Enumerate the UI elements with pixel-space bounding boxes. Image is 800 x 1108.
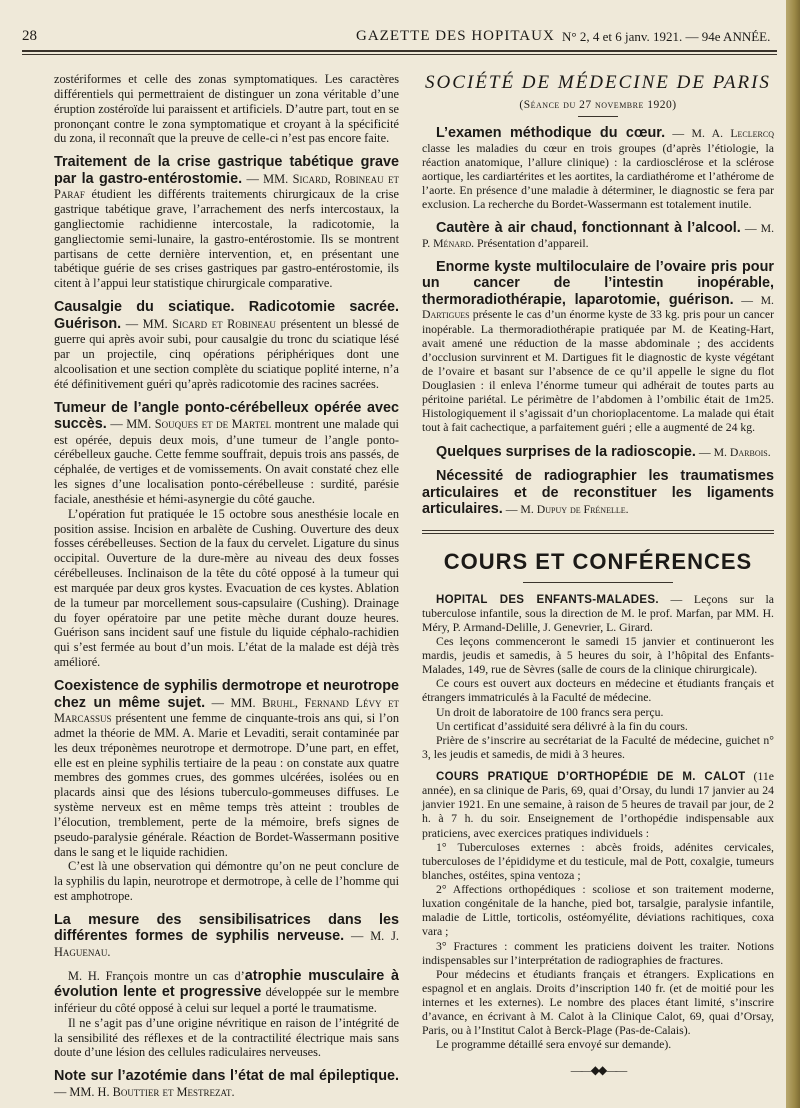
section-rule: [578, 116, 618, 117]
section-double-rule: [422, 530, 774, 534]
article-body: Présentation d’appareil.: [474, 236, 589, 250]
article-cautere: [422, 220, 774, 251]
society-title: SOCIÉTÉ DE MÉDECINE DE PARIS: [425, 72, 771, 93]
article-heading: La mesure des sensibilisatrices dans les différentes formes de syphilis nerveuse.: [54, 911, 399, 945]
article-heading: Traitement de la crise gastrique tabétique grave par la gastro-entérostomie.: [54, 154, 399, 187]
course-list-item: 1° Tuberculoses externes : abcès froids, adénites cervicales, tuberculoses de l’épididyme et du testicule, mal de Pott, coxalgie, tumeurs blanches, ostéites, spina ventoza ;: [422, 840, 774, 882]
article-authors: — M. Dartigues: [422, 293, 774, 322]
page-header: [22, 26, 777, 48]
journal-title: GAZETTE DES HOPITAUX: [356, 28, 555, 44]
article-paragraph: C’est là une observation qui démontre qu’on ne peut conclure de la syphilis du lapin, neurotrope et dermotrope, à celle de l’homme qui est amphotrope.: [54, 859, 399, 904]
cours-conferences-title: COURS ET CONFÉRENCES: [443, 548, 753, 574]
course-body: (11e année), en sa clinique de Paris, 69, quai d’Orsay, du lundi 17 janvier au 24 janvier 1921. En une semaine, à raison de 5 heures de travail par jour, de 2 h. à 7 h. du soir. Enseignement de l’orthopédie indispensable aux praticiens, avec exercices pratiques individuels :: [422, 770, 774, 840]
article-heading: atrophie musculaire à évolution lente et progressive: [54, 967, 399, 1001]
header-rule: [22, 50, 777, 52]
article-radioscopie: [422, 444, 774, 461]
continued-paragraph: zostériformes et celle des zonas symptomatiques. Les caractères différentiels qui permettraient de distinguer un zona véritable d’une éruption zostéroïde lui paraissent et artificiels. D’autre part, tout en se prononçant contre le zona symptomatique et croyant à la spécificité du zona, il reconnaît que la preuve de celle-ci n’est pas encore faite.: [54, 72, 399, 146]
end-ornament: ——◆◆——: [570, 1062, 626, 1077]
course-body: — Leçons sur la tuberculose infantile, sous la direction de M. le prof. Marfan, par MM. H. Méry, P. Armand-Delille, J. Genevrier, L. Girard.: [422, 592, 774, 634]
course-paragraph: Prière de s’inscrire au secrétariat de la Faculté de médecine, guichet n° 3, les jeudis et samedis, de midi à 3 heures.: [422, 733, 774, 761]
article-authors: — M. P. Ménard.: [422, 222, 775, 250]
article-heading: Coexistence de syphilis dermotrope et neurotrope chez un même sujet.: [54, 678, 399, 711]
course-paragraph: Ces leçons commenceront le samedi 15 janvier et continueront les mardis, jeudis et samedis, à 5 heures du soir, à l’hôpital des Enfants-Malades, 149, rue de Sèvres (salle de cours de la clinique chirurgicale).: [422, 634, 774, 677]
article-body: développée sur le membre inférieur du côté opposé à celui sur lequel a porté le traumatisme.: [54, 985, 399, 1015]
left-column: [54, 72, 399, 1100]
article-body: présente le cas d’un énorme kyste de 33 kg. pris pour un cancer inopérable. La thermoradiothérapie pratiquée par M. de Keating-Hart, avait amené une réduction de la masse abdominale ; des accidents d’occlusion survinrent et M. Dartigues fit le diagnostic de kyste végétant de l’ovaire et basant sur l’absence de ce qu’il appelle le signe du flot Douglasien : il enleva l’énorme tumeur qui adhérait de toutes parts au péritoine pariétal. Le périmètre de l’abdomen à l’ombilic était de 1m25. Histologiquement il s’agissait d’un chorioplacentome. La malade qui était tout à fait cachectique, a parfaitement guéri ; elle a augmenté de 24 kg.: [422, 308, 774, 435]
article-causalgie: [54, 299, 399, 391]
article-paragraph: L’opération fut pratiquée le 15 octobre sous anesthésie locale en position assise. Incision en arbalète de Cushing. Ouverture des deux fosses cérébelleuses. Section de la faux du cervelet. Ligature du sinus occipital. Ouverture de la dure-mère au niveau des deux fosses cérébelleuses. Inclinaison de la tête du côté opposé à la tumeur qui est marquée par deux gros kystes. Evacuation de ces kystes. Ablation de la tumeur par morcellement sous-capsulaire (Cushing). Drainage du foyer opératoire par une petite mèche durant douze heures. Guérison sans incident sauf une fistule du liquide céphalo-rachidien qui s’est fermée au bout d’un mois. L’état de la malade est déjà très amélioré.: [54, 506, 399, 670]
course-paragraph: Le programme détaillé sera envoyé sur demande).: [436, 1038, 672, 1052]
course-heading: HOPITAL DES ENFANTS-MALADES.: [436, 593, 659, 606]
article-authors: — M. J. Haguenau.: [54, 929, 400, 959]
article-sensibilisatrices: [54, 912, 399, 960]
article-body: présentent un blessé de guerre qui après avoir subi, pour causalgie du tronc du sciatique lésé par un projectile, cinq opérations périphériques dont une alcoolisation et une section complète du sciatique poplité interne, n’a été définitivement guéri qu’après radicotomie des racines sacrées.: [54, 316, 399, 391]
article-heading: Tumeur de l’angle ponto-cérébelleux opérée avec succès.: [54, 399, 399, 432]
article-body: étudient les différents traitements chirurgicaux de la crise gastrique tabétique grave, l’arrachement des nerfs intercostaux, la gangliectomie rachidienne intercostale, la radicotomie, la gangliectomie semi-lunaire, la gastro-entérostomie. Ils se montrent partisans de cette dernière intervention, et, en présentant une tabétique guérie de ses crises gastriques par gastro-entérostomie, ils citent à l’appui leur statistique chirurgicale comparative.: [54, 187, 399, 291]
article-body: présentent une femme de cinquante-trois ans qui, si l’on admet la théorie de MM. A. Marie et Levaditi, serait contaminée par les deux tréponèmes neurotrope et dermotrope. D’une part, en effet, elle est en pleine syphilis tertiaire de la peau : on constate aux quatre membres des gommes crues, des gommes ulcérées, isolées ou en placards ainsi que des lésions tuberculo-gommeuses diffuses. Le système nerveux est en même temps très atteint : troubles de l’élocution, tremblement, perte de la mémoire, brefs signes de pseudo-paralysie générale. Réaction de Bordet-Wassermann positive dans le sang et le liquide rachidien.: [54, 711, 399, 859]
article-authors: — MM. Sicard et Robineau: [121, 316, 276, 331]
section-rule: [523, 582, 673, 583]
article-body: classe les maladies du cœur en trois groupes (d’après l’étiologie, la réaction anatomique, l’allure clinique) : la cardiosclérose et la sclérose aortique, les cardiartérites et les aortites, la cardiathérome et l’athérome de l’aorte. En présence d’une maladie à déterminer, le diagnostic se fera par exclusion. La recherche du Bordet-Wassermann est totalement inutile.: [422, 141, 774, 212]
article-authors: — M. Darbois.: [695, 445, 771, 459]
course-heading: COURS PRATIQUE D’ORTHOPÉDIE DE M. CALOT: [436, 771, 746, 783]
article-heading: Enorme kyste multiloculaire de l’ovaire pris pour un cancer de l’intestin inopérable, thermoradiothérapie, laparotomie, guérison.: [422, 258, 774, 308]
article-authors: — MM. H. Bouttier et Mestrezat.: [54, 1084, 235, 1099]
issue-line: N° 2, 4 et 6 janv. 1921. — 94e ANNÉE.: [562, 29, 771, 44]
article-lead: M. H. François montre un cas d’: [68, 968, 245, 983]
course-list-item: 3° Fractures : comment les praticiens doivent les traiter. Notions indispensables sur l’interprétation de radiographies de fractures.: [422, 939, 774, 967]
course-enfants-malades: [422, 593, 774, 635]
article-atrophie: [54, 968, 399, 1016]
article-paragraph: Il ne s’agit pas d’une origine névritique en raison de l’intégrité de la sensibilité des réflexes et de la contractilité électrique mais sans doute d’une lésion des cellules radiculaires nerveuses.: [54, 1015, 399, 1060]
article-heading: Quelques surprises de la radioscopie.: [436, 443, 696, 460]
article-azotemie: [54, 1068, 399, 1099]
article-authors: — M. A. Leclercq: [665, 127, 774, 141]
article-heading: Causalgie du sciatique. Radicotomie sacrée. Guérison.: [54, 299, 399, 332]
course-paragraph: Ce cours est ouvert aux docteurs en médecine et étudiants français et étrangers immatriculés à la Faculté de médecine.: [422, 677, 774, 705]
header-rule-thin: [22, 54, 777, 55]
page-number: 28: [22, 28, 37, 44]
page-edge: [786, 0, 800, 1108]
course-list-item: 2° Affections orthopédiques : scoliose et son traitement moderne, luxation congénitale de la hanche, pied bot, tarsalgie, paralysie infantile, maladie de Little, torticolis, ostéomyélite, déviations rachitiques, coxa vara ;: [422, 883, 774, 939]
article-authors: — MM. Souques et de Martel: [106, 417, 272, 431]
article-authors: — M. Dupuy de Frénelle.: [502, 503, 629, 516]
course-orthopedie-calot: [422, 770, 774, 841]
course-paragraph: Pour médecins et étudiants français et étrangers. Explications en espagnol et en anglais. Droits d’inscription 140 fr. (et de moitié pour les internes et les externes). Le nombre des places étant limité, s’inscrire d’avance, en écrivant à M. Calot à la Clinique Calot, 69, quai d’Orsay, Paris, ou à l’Institut Calot à Berck-Plage (Pas-de-Calais).: [422, 967, 774, 1038]
article-radiographier: [422, 468, 774, 518]
article-syphilis-coexistence: [54, 678, 399, 859]
article-heading: L’examen méthodique du cœur.: [436, 125, 666, 142]
article-heading: Note sur l’azotémie dans l’état de mal épileptique.: [54, 1068, 399, 1085]
article-sicard-crise-gastrique: [54, 154, 399, 291]
article-authors: — MM. Bruhl, Fernand Lévy et Marcassus: [54, 695, 399, 725]
article-tumeur-angle: [54, 400, 399, 507]
article-heading: Nécessité de radiographier les traumatismes articulaires et de reconstituer les ligaments articulaires.: [422, 468, 774, 517]
article-heading: Cautère à air chaud, fonctionnant à l’alcool.: [436, 220, 741, 237]
article-examen-coeur: [422, 125, 774, 212]
course-paragraph: Un droit de laboratoire de 100 francs sera perçu.: [436, 705, 664, 719]
course-paragraph: Un certificat d’assiduité sera délivré à la fin du cours.: [436, 719, 688, 733]
article-authors: — MM. Sicard, Robineau et Paraf: [54, 171, 399, 202]
right-column: [422, 72, 774, 1077]
article-kyste-ovaire: [422, 259, 774, 436]
society-session: (Séance du 27 novembre 1920): [519, 99, 677, 111]
article-body: montrent une malade qui est opérée, depuis deux mois, d’une tumeur de l’angle ponto-cérébelleux gauche. Cette femme souffrait, depuis trois ans passés, de céphalée, de vertiges et de vomissements. On avait constaté chez elle les signes d’une localisation ponto-cérébelleuse : surdité, parésie faciale, anesthésie et hémi-asynergie du côté gauche.: [54, 417, 399, 506]
